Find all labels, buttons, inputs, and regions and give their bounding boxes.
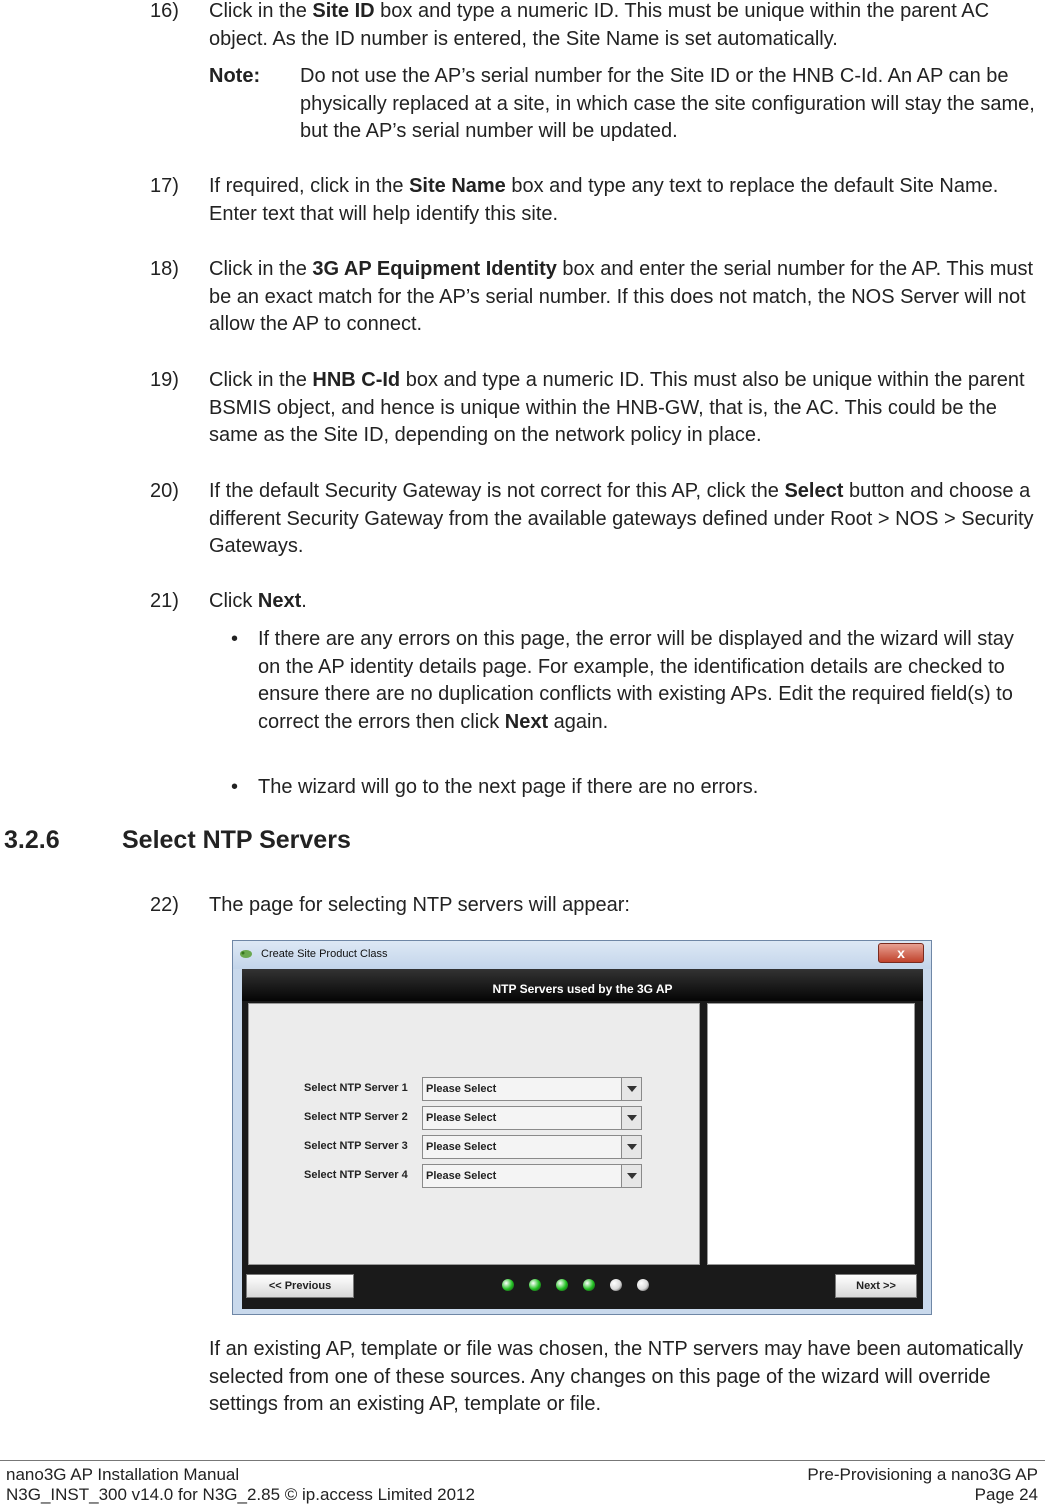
- note-text: Do not use the AP’s serial number for the Site ID or the HNB C-Id. An AP can be physically replaced at a site, in which case the site configuration will stay the same, but the AP’s serial number will be updated.: [300, 65, 1035, 142]
- bullet-text: The wizard will go to the next page if there are no errors.: [258, 776, 759, 798]
- footer-chapter: Pre-Provisioning a nano3G AP: [807, 1465, 1038, 1484]
- ntp-server-select-4[interactable]: [422, 1164, 642, 1188]
- close-button[interactable]: x: [878, 943, 924, 963]
- dialog-titlebar: [233, 941, 931, 969]
- footer-doc-id: N3G_INST_300 v14.0 for N3G_2.85 © ip.access Limited 2012: [6, 1485, 475, 1504]
- step-bold: 3G AP Equipment Identity: [312, 258, 557, 280]
- bullet-item: [231, 626, 1038, 736]
- bullet-bold: Next: [504, 710, 549, 733]
- wizard-frame: [242, 969, 923, 1309]
- select-value: Please Select: [426, 1141, 497, 1153]
- note-label: Note:: [209, 65, 261, 87]
- progress-dot-pending: [637, 1279, 649, 1291]
- step-number: 22): [150, 894, 179, 916]
- step-bold: Next: [257, 590, 302, 612]
- step-19: [150, 367, 1038, 450]
- step-22: [150, 892, 1038, 920]
- footer-divider: [0, 1460, 1045, 1461]
- progress-dot-pending: [610, 1279, 622, 1291]
- step-text: box and type any text to replace the default Site Name. Enter text that will help identify this site.: [209, 175, 999, 225]
- progress-dot-complete: [583, 1279, 595, 1291]
- chevron-down-icon[interactable]: [621, 1107, 641, 1129]
- step-text: box and type a numeric ID. This must also be unique within the parent BSMIS object, and hence is unique within the HNB-GW, that is, the AC. This could be the same as the Site ID, depending on the network policy in place.: [209, 369, 1025, 446]
- step-text: box and enter the serial number for the AP. This must be an exact match for the AP’s serial number. If this does not match, the NOS Server will not allow the AP to connect.: [209, 258, 1034, 335]
- step-bold: Site ID: [312, 0, 375, 22]
- info-panel: [707, 1003, 915, 1265]
- closing-paragraph: If an existing AP, template or file was chosen, the NTP servers may have been automatically selected from one of these sources. Any changes on this page of the wizard will override settings from an existing AP, template or file.: [209, 1338, 1024, 1415]
- step-bold: Select: [784, 480, 844, 502]
- step-text: button and choose a different Security Gateway from the available gateways defined under Root > NOS > Security Gateways.: [209, 480, 1034, 557]
- step-number: 16): [150, 0, 179, 22]
- bullet-glyph: •: [231, 628, 239, 650]
- step-number: 19): [150, 369, 179, 391]
- step-bold: Site Name: [409, 175, 506, 197]
- step-20: [150, 478, 1038, 561]
- bullet-glyph: •: [231, 776, 239, 798]
- progress-dot-complete: [502, 1279, 514, 1291]
- progress-dot-complete: [529, 1279, 541, 1291]
- ntp-server-select-3[interactable]: [422, 1135, 642, 1159]
- step-text: If the default Security Gateway is not correct for this AP, click the: [209, 480, 785, 502]
- step-number: 21): [150, 590, 179, 612]
- bullet-item: [231, 774, 1038, 802]
- step-text: Click in the: [209, 0, 313, 22]
- select-value: Please Select: [426, 1112, 497, 1124]
- ntp-server-select-1[interactable]: [422, 1077, 642, 1101]
- next-button[interactable]: Next >>: [835, 1274, 917, 1298]
- footer-page-number: Page 24: [974, 1485, 1038, 1504]
- step-text: The page for selecting NTP servers will appear:: [209, 894, 630, 916]
- section-title: Select NTP Servers: [122, 826, 351, 854]
- bullet-text: again.: [548, 710, 609, 733]
- dialog-window: [232, 940, 932, 1315]
- step-text: Click in the: [209, 369, 313, 391]
- footer-manual-title: nano3G AP Installation Manual: [6, 1465, 240, 1484]
- dialog-title: Create Site Product Class: [261, 948, 388, 960]
- ntp-form-panel: [248, 1003, 700, 1265]
- step-text: Click in the: [209, 258, 313, 280]
- ntp-server-label: Select NTP Server 2: [304, 1111, 408, 1123]
- app-icon: [239, 948, 253, 960]
- step-17: [150, 173, 1038, 228]
- step-text: box and type a numeric ID. This must be unique within the parent AC object. As the ID number is entered, the Site Name is set automatically.: [209, 0, 990, 50]
- select-value: Please Select: [426, 1083, 497, 1095]
- chevron-down-icon[interactable]: [621, 1136, 641, 1158]
- chevron-down-icon[interactable]: [621, 1078, 641, 1100]
- step-text: If required, click in the: [209, 175, 410, 197]
- step-18: [150, 256, 1038, 339]
- ntp-server-label: Select NTP Server 1: [304, 1082, 408, 1094]
- step-number: 17): [150, 175, 179, 197]
- step-bold: HNB C-Id: [312, 369, 401, 391]
- ntp-server-select-2[interactable]: [422, 1106, 642, 1130]
- chevron-down-icon[interactable]: [621, 1165, 641, 1187]
- step-number: 20): [150, 480, 179, 502]
- progress-dot-complete: [556, 1279, 568, 1291]
- section-number: 3.2.6: [4, 826, 60, 854]
- note: [209, 63, 1039, 146]
- step-number: 18): [150, 258, 179, 280]
- wizard-banner: NTP Servers used by the 3G AP: [242, 969, 923, 1001]
- step-text: .: [301, 590, 307, 612]
- step-21: [150, 588, 1038, 616]
- ntp-server-label: Select NTP Server 3: [304, 1140, 408, 1152]
- bullet-text: If there are any errors on this page, the error will be displayed and the wizard will stay on the AP identity details page. For example, the identification details are checked to ensure there are no duplication conflicts with existing APs. Edit the required field(s) to correct the errors then click: [258, 628, 1014, 733]
- previous-button[interactable]: << Previous: [246, 1274, 354, 1298]
- wizard-progress: [502, 1279, 662, 1293]
- select-value: Please Select: [426, 1170, 497, 1182]
- ntp-server-label: Select NTP Server 4: [304, 1169, 408, 1181]
- step-16: [150, 0, 1038, 53]
- step-text: Click: [209, 590, 258, 612]
